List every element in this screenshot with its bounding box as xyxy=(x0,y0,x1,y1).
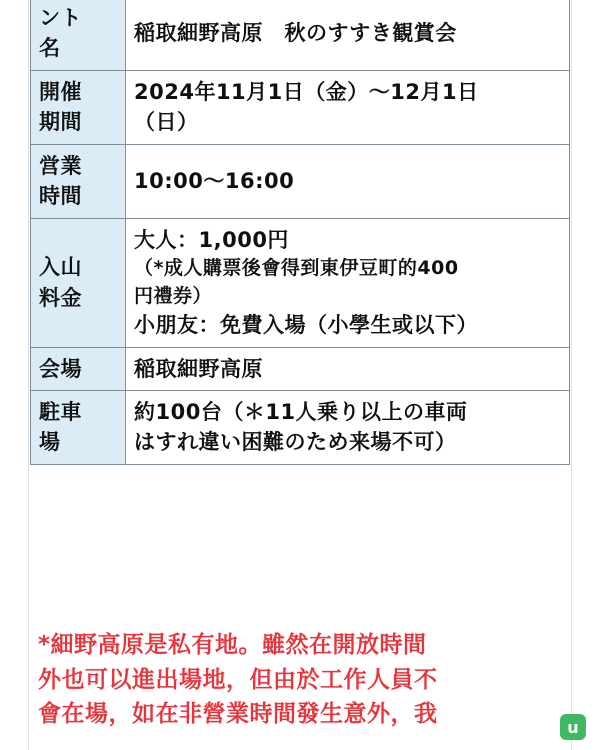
page-edge-left xyxy=(28,0,29,750)
row-value-fee xyxy=(126,218,570,347)
label-line: 名 xyxy=(39,36,61,61)
row-label-event-name xyxy=(31,0,126,70)
label-line: 営業 xyxy=(39,153,82,178)
row-value-parking xyxy=(126,391,570,465)
table-row xyxy=(31,144,570,218)
label-line: ント xyxy=(39,6,82,30)
label-line: 開催 xyxy=(39,79,82,104)
table-row xyxy=(31,70,570,144)
row-value-hours xyxy=(126,144,570,218)
row-value-period xyxy=(126,70,570,144)
footnote-line: *細野高原是私有地。雖然在開放時間 xyxy=(38,632,427,658)
label-line: 時間 xyxy=(39,184,82,209)
table-row xyxy=(31,218,570,347)
row-label-fee xyxy=(31,218,126,347)
value-line: はすれ違い困難のため来場不可） xyxy=(134,430,457,455)
footnote-line: 外也可以進出場地，但由於工作人員不 xyxy=(38,666,438,693)
watermark-badge: u xyxy=(560,714,586,740)
value-line: 大人：1,000円 xyxy=(134,227,289,252)
event-info-table xyxy=(30,0,570,465)
row-label-hours xyxy=(31,144,126,218)
footnote-line: 會在場，如在非營業時間發生意外，我 xyxy=(38,701,438,727)
table-row xyxy=(31,391,570,465)
page-edge-right xyxy=(571,0,572,750)
table-row xyxy=(31,0,570,70)
value-line: 10:00〜16:00 xyxy=(134,168,295,193)
value-line: 小朋友：免費入場（小學生或以下） xyxy=(134,313,478,338)
value-line: 2024年11月1日（金）〜12月1日 xyxy=(134,79,479,104)
value-line: 稲取細野高原 xyxy=(134,356,263,381)
row-label-parking xyxy=(31,391,126,465)
value-line: 稲取細野高原 秋のすすき観賞会 xyxy=(134,21,457,46)
label-line: 期間 xyxy=(39,110,82,135)
row-value-venue xyxy=(126,347,570,390)
row-label-venue xyxy=(31,347,126,390)
label-line: 入山 xyxy=(39,255,82,280)
table-row xyxy=(31,347,570,390)
value-line: （日） xyxy=(134,110,199,135)
value-note-line: 円禮券） xyxy=(134,284,213,307)
label-line: 駐車 xyxy=(39,400,82,425)
footnote-text xyxy=(38,628,570,732)
row-label-period xyxy=(31,70,126,144)
row-value-event-name xyxy=(126,0,570,70)
value-note-line: （*成人購票後會得到東伊豆町的400 xyxy=(134,257,459,280)
label-line: 場 xyxy=(39,430,61,455)
value-line: 約100台（＊11人乗り以上の車両 xyxy=(134,400,468,425)
label-line: 会場 xyxy=(39,356,82,381)
event-info-table-wrapper xyxy=(30,0,570,465)
label-line: 料金 xyxy=(39,285,82,310)
